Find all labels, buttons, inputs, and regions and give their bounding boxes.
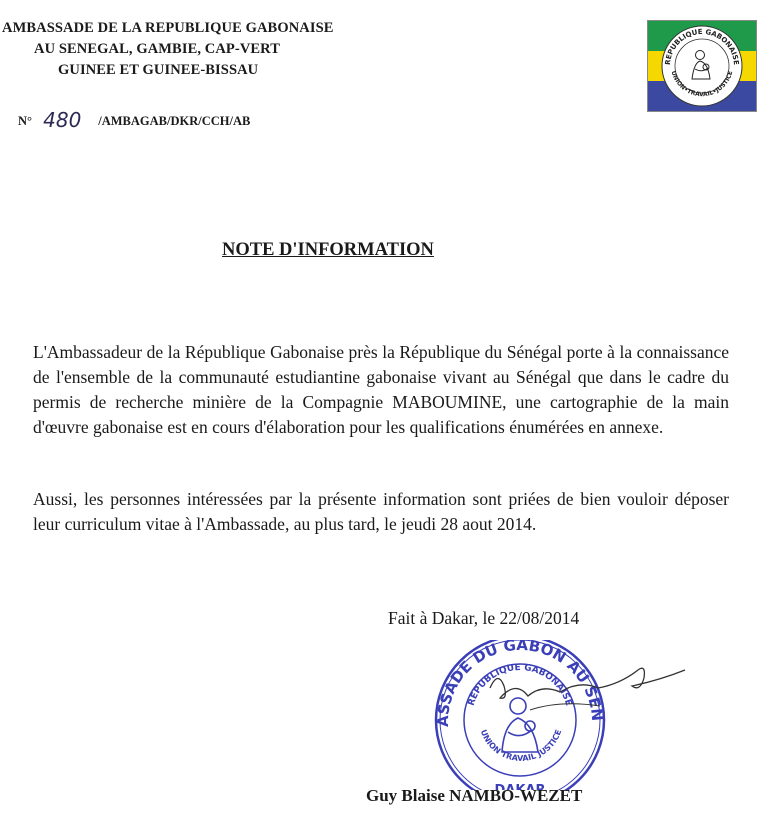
stamp-inner-top-text: REPUBLIQUE GABONAISE	[466, 662, 574, 708]
reference-code: /AMBAGAB/DKR/CCH/AB	[98, 114, 251, 128]
gabon-flag-emblem	[647, 20, 757, 112]
paragraph-instructions: Aussi, les personnes intéressées par la présente information sont priées de bien vouloir déposer leur curriculum vitae à l'Ambassade, au plus tard, le jeudi 28 aout 2014.	[33, 489, 729, 534]
reference-prefix: N°	[18, 114, 33, 128]
reference-handwritten-number: 480	[43, 108, 82, 132]
stamp-outer-text: ASSADE DU GABON AU SEN	[433, 640, 607, 728]
paragraph-announcement: L'Ambassadeur de la République Gabonaise près la République du Sénégal porte à la connaissance de l'ensemble de la communauté estudiantine gabonaise vivant au Sénégal que dans le cadre du permis de recherche minière de la Compagnie MABOUMINE, une cartographie de la main d'œuvre gabonaise est en cours d'élaboration pour les qualifications énumérées en annexe.	[33, 342, 729, 437]
header-line-3: GUINEE ET GUINEE-BISSAU	[58, 62, 259, 78]
handwritten-signature	[470, 640, 700, 755]
emblem-bottom-text: UNION•TRAVAIL•JUSTICE	[669, 70, 735, 99]
place-and-date: Fait à Dakar, le 22/08/2014	[388, 608, 580, 628]
stamp-inner-bottom-text: UNION TRAVAIL JUSTICE	[478, 728, 564, 763]
emblem-top-text: REPUBLIQUE GABONAISE	[663, 27, 741, 66]
header-line-2: AU SENEGAL, GAMBIE, CAP-VERT	[34, 41, 280, 57]
signer-name: Guy Blaise NAMBO-WEZET	[366, 786, 583, 805]
document-title: NOTE D'INFORMATION	[222, 240, 434, 260]
embassy-header	[0, 18, 400, 81]
header-line-1: AMBASSADE DE LA REPUBLIQUE GABONAISE	[2, 20, 334, 36]
reference-number	[18, 106, 250, 130]
